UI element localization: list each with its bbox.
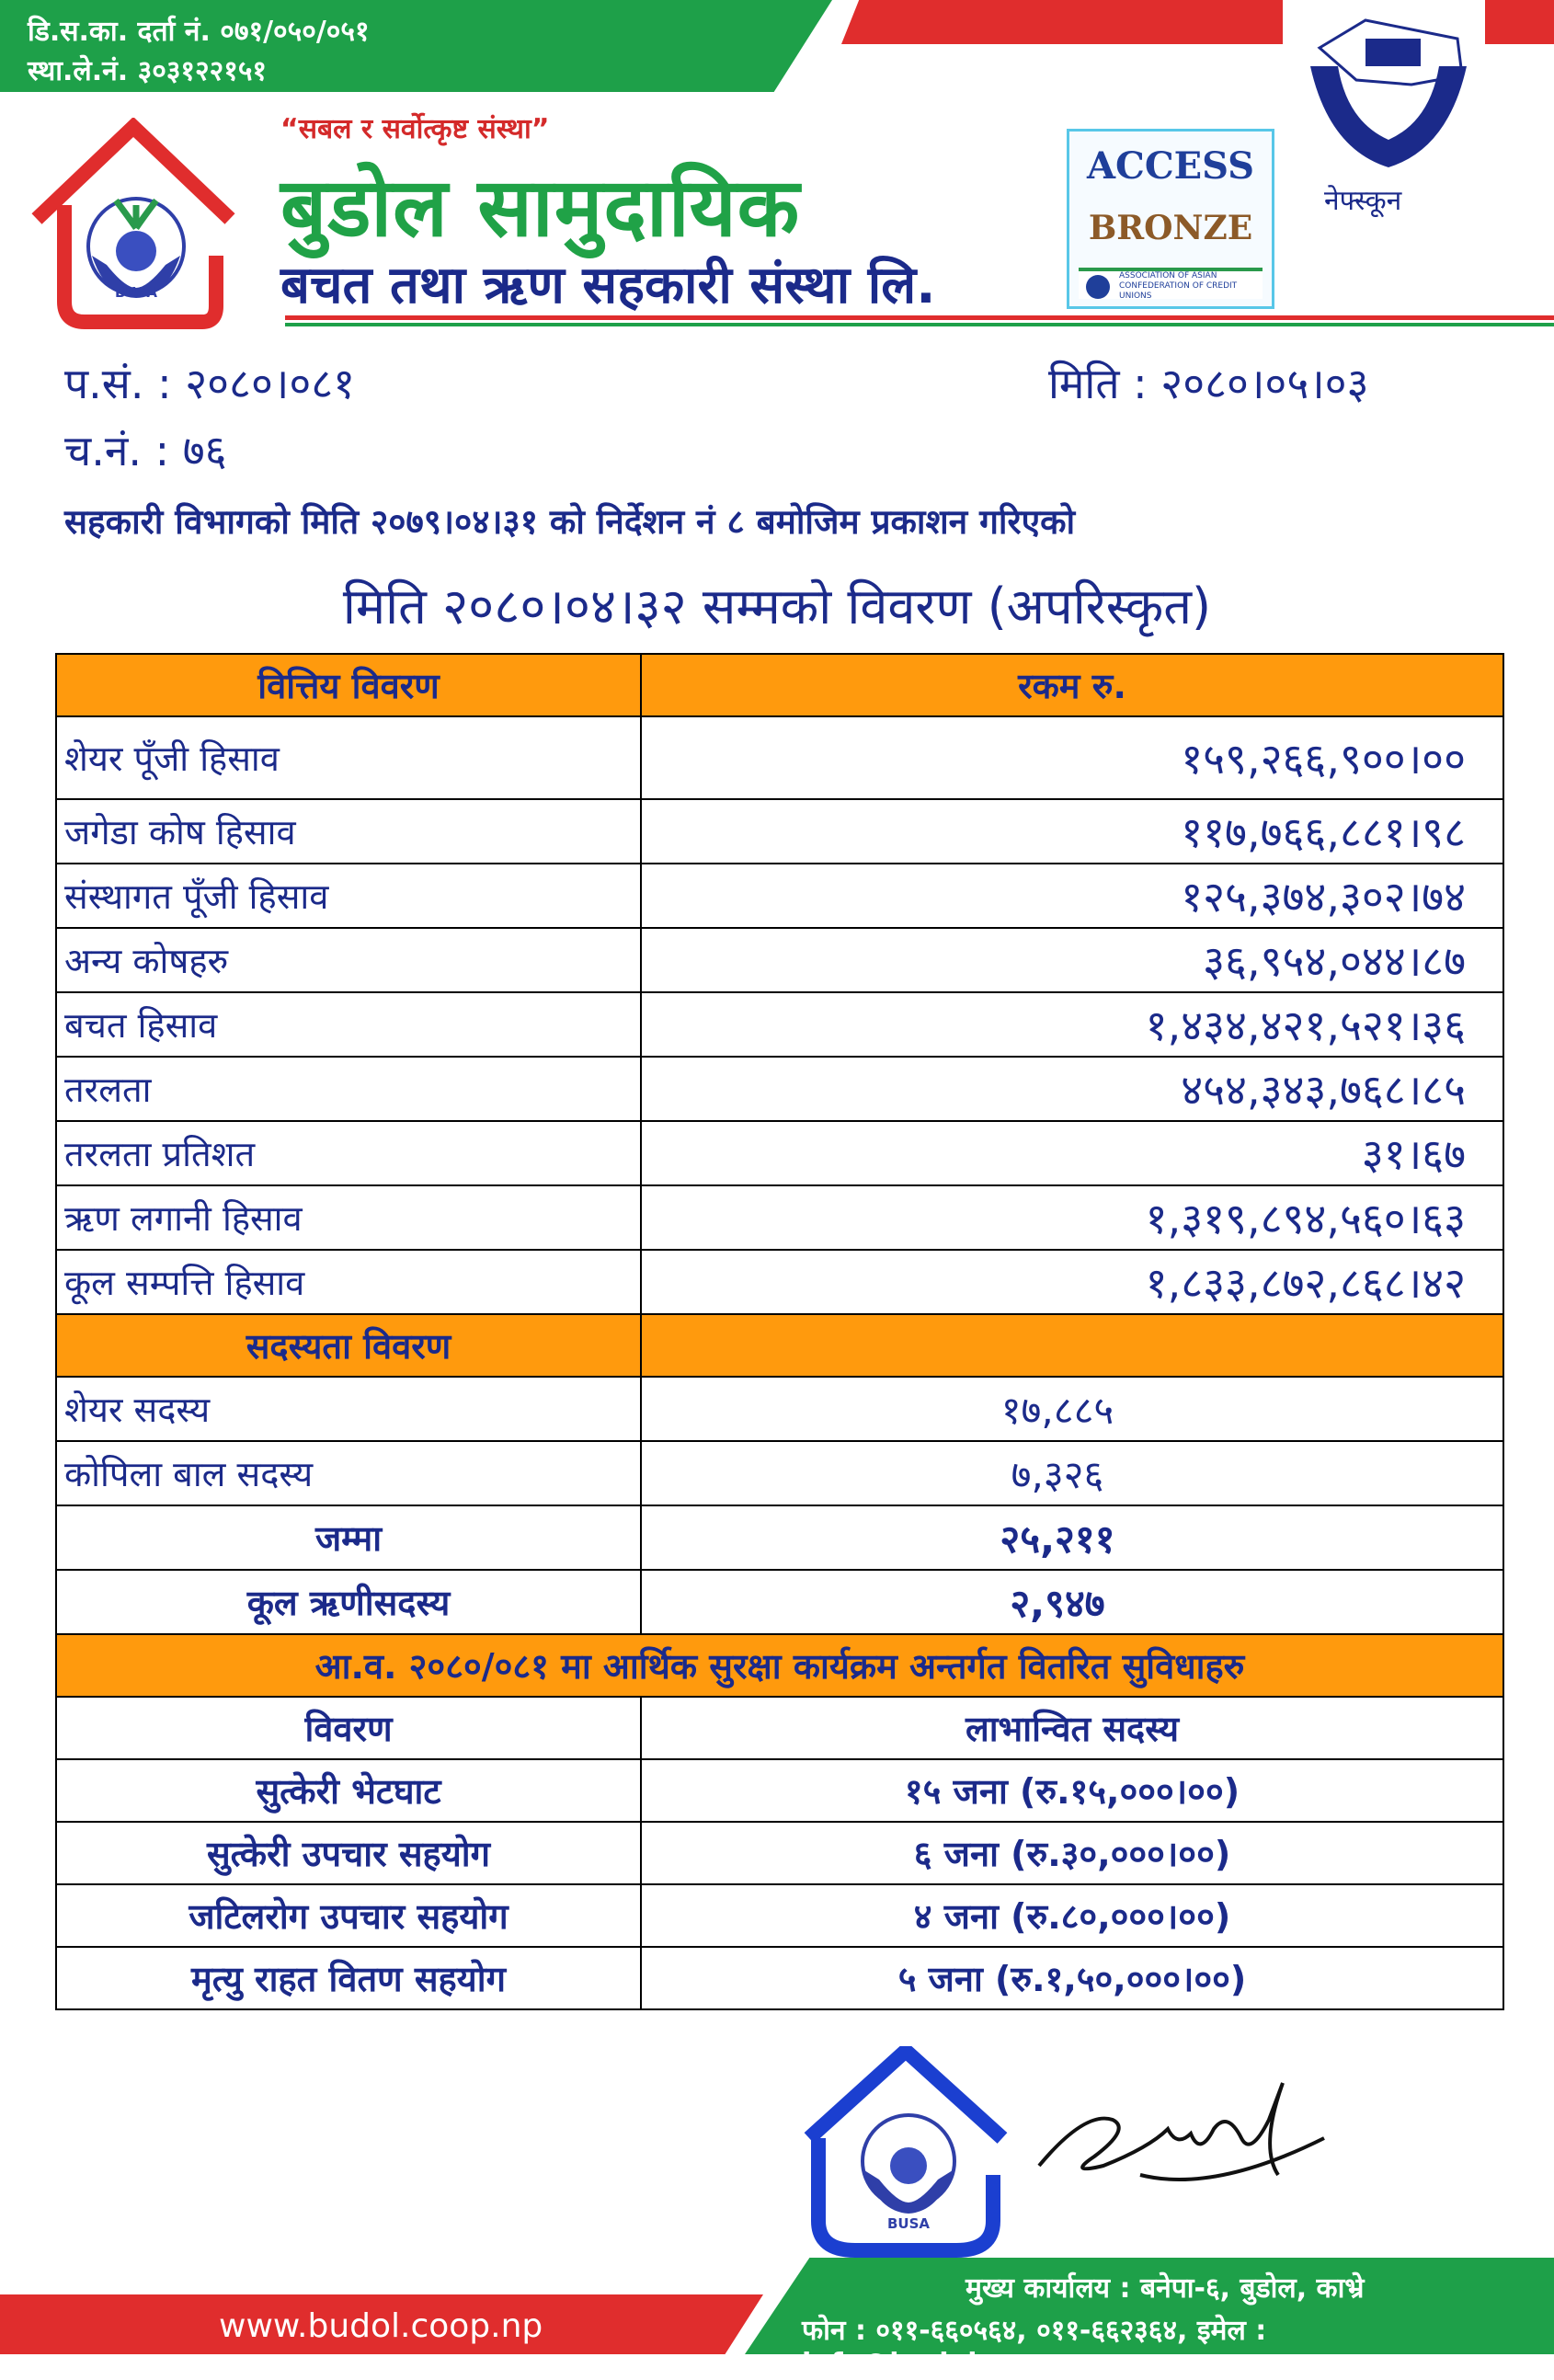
office-address: मुख्य कार्यालय : बनेपा-६, बुडोल, काभ्रे [966, 2272, 1365, 2305]
row-label: कूल सम्पत्ति हिसाव [56, 1250, 641, 1314]
row-label: ऋण लगानी हिसाव [56, 1185, 641, 1250]
table-row [56, 716, 1503, 799]
table-row [56, 928, 1503, 992]
row-value: ७,३२६ [641, 1441, 1503, 1505]
header-rule-red [285, 315, 1554, 320]
row-value: ४५४,३४३,७६८।८५ [641, 1057, 1503, 1121]
nefscun-label: नेफ्स्कून [1324, 185, 1402, 217]
table-row [56, 1759, 1503, 1822]
organization-name: बुडोल सामुदायिक [280, 160, 801, 255]
row-label: सुत्केरी उपचार सहयोग [56, 1822, 641, 1884]
row-label: अन्य कोषहरु [56, 928, 641, 992]
table-row [56, 864, 1503, 928]
access-label: ACCESS [1086, 144, 1255, 188]
logo-text: BUSA [114, 284, 158, 301]
nefscun-logo-icon [1301, 11, 1476, 177]
busa-logo-icon [28, 118, 239, 329]
row-label: जटिलरोग उपचार सहयोग [56, 1884, 641, 1947]
benefit-title-row [56, 1634, 1503, 1697]
membership-header-blank [641, 1314, 1503, 1377]
statement-title: मिति २०८०।०४।३२ सम्मको विवरण (अपरिस्कृत) [342, 578, 1212, 635]
local-registration-number: स्था.ले.नं. ३०३१२२१५१ [28, 55, 268, 87]
contact-line: फोन : ०११-६६०५६४, ०११-६६२३६४, इमेल : info@budol.coop.np [802, 2315, 1267, 2380]
benefit-title: आ.व. २०८०/०८१ मा आर्थिक सुरक्षा कार्यक्रम अन्तर्गत वितरित सुविधाहरु [56, 1634, 1503, 1697]
table-row [56, 1822, 1503, 1884]
benefit-header-label: विवरण [56, 1697, 641, 1759]
row-value: ५ जना (रु.१,५०,०००।००) [641, 1947, 1503, 2009]
membership-header-label: सदस्यता विवरण [56, 1314, 641, 1377]
bronze-label: BRONZE [1088, 209, 1253, 247]
row-label: शेयर सदस्य [56, 1377, 641, 1441]
header-red-band-right [1485, 0, 1554, 44]
row-value: १,४३४,४२१,५२१।३६ [641, 992, 1503, 1057]
notice-line: सहकारी विभागको मिति २०७९।०४।३१ को निर्देशन नं ८ बमोजिम प्रकाशन गरिएको [64, 502, 1076, 542]
financial-statement-table [55, 653, 1504, 2010]
financial-header-label: वित्तिय विवरण [56, 654, 641, 716]
accu-logo-icon [1086, 275, 1110, 299]
row-value: १,३१९,८९४,५६०।६३ [641, 1185, 1503, 1250]
table-row [56, 1884, 1503, 1947]
document-date: मिति : २०८०।०५।०३ [1048, 359, 1369, 408]
row-value: ११७,७६६,८८१।९८ [641, 799, 1503, 864]
accu-certification: ASSOCIATION OF ASIAN CONFEDERATION OF CREDIT UNIONS [1079, 268, 1263, 299]
row-value: २५,२११ [641, 1505, 1503, 1570]
table-row [56, 1057, 1503, 1121]
row-label: बचत हिसाव [56, 992, 641, 1057]
benefit-header-value: लाभान्वित सदस्य [641, 1697, 1503, 1759]
row-label: कोपिला बाल सदस्य [56, 1441, 641, 1505]
row-label: शेयर पूँजी हिसाव [56, 716, 641, 799]
access-bronze-badge [1067, 129, 1274, 309]
row-value: ६ जना (रु.३०,०००।००) [641, 1822, 1503, 1884]
row-label: तरलता [56, 1057, 641, 1121]
row-value: ४ जना (रु.८०,०००।००) [641, 1884, 1503, 1947]
row-value: २,९४७ [641, 1570, 1503, 1634]
signature-icon [1030, 2055, 1333, 2203]
row-label: जम्मा [56, 1505, 641, 1570]
row-label: सुत्केरी भेटघाट [56, 1759, 641, 1822]
reference-number: प.सं. : २०८०।०८१ [64, 359, 356, 408]
benefit-header-row [56, 1697, 1503, 1759]
table-row [56, 1377, 1503, 1441]
financial-header-amount: रकम रु. [641, 654, 1503, 716]
row-label: जगेडा कोष हिसाव [56, 799, 641, 864]
row-label: कूल ऋणीसदस्य [56, 1570, 641, 1634]
header-rule-green [285, 323, 1554, 326]
stamp-logo-text: BUSA [886, 2215, 931, 2232]
organization-subtitle: बचत तथा ऋण सहकारी संस्था लि. [280, 256, 936, 315]
row-label: संस्थागत पूँजी हिसाव [56, 864, 641, 928]
table-row [56, 1505, 1503, 1570]
website-link[interactable]: www.budol.coop.np [219, 2307, 543, 2345]
table-row [56, 1441, 1503, 1505]
row-label: तरलता प्रतिशत [56, 1121, 641, 1185]
table-row [56, 1947, 1503, 2009]
row-value: १५९,२६६,९००।०० [641, 716, 1503, 799]
row-value: १२५,३७४,३०२।७४ [641, 864, 1503, 928]
row-value: ३६,९५४,०४४।८७ [641, 928, 1503, 992]
table-row [56, 1185, 1503, 1250]
table-row [56, 992, 1503, 1057]
row-value: १,८३३,८७२,८६८।४२ [641, 1250, 1503, 1314]
table-row [56, 1570, 1503, 1634]
registration-number: डि.स.का. दर्ता नं. ०७१/०५०/०५१ [28, 16, 370, 48]
slogan: “सबल र सर्वोत्कृष्ट संस्था” [280, 113, 550, 145]
row-value: ३१।६७ [641, 1121, 1503, 1185]
table-row [56, 1250, 1503, 1314]
membership-header-row [56, 1314, 1503, 1377]
financial-header-row [56, 654, 1503, 716]
row-value: १७,८८५ [641, 1377, 1503, 1441]
row-label: मृत्यु राहत वितण सहयोग [56, 1947, 641, 2009]
table-row [56, 1121, 1503, 1185]
table-row [56, 799, 1503, 864]
dispatch-number: च.नं. : ७६ [64, 426, 227, 475]
header-red-band [841, 0, 1283, 44]
busa-stamp-logo-icon [800, 2046, 1011, 2258]
row-value: १५ जना (रु.१५,०००।००) [641, 1759, 1503, 1822]
